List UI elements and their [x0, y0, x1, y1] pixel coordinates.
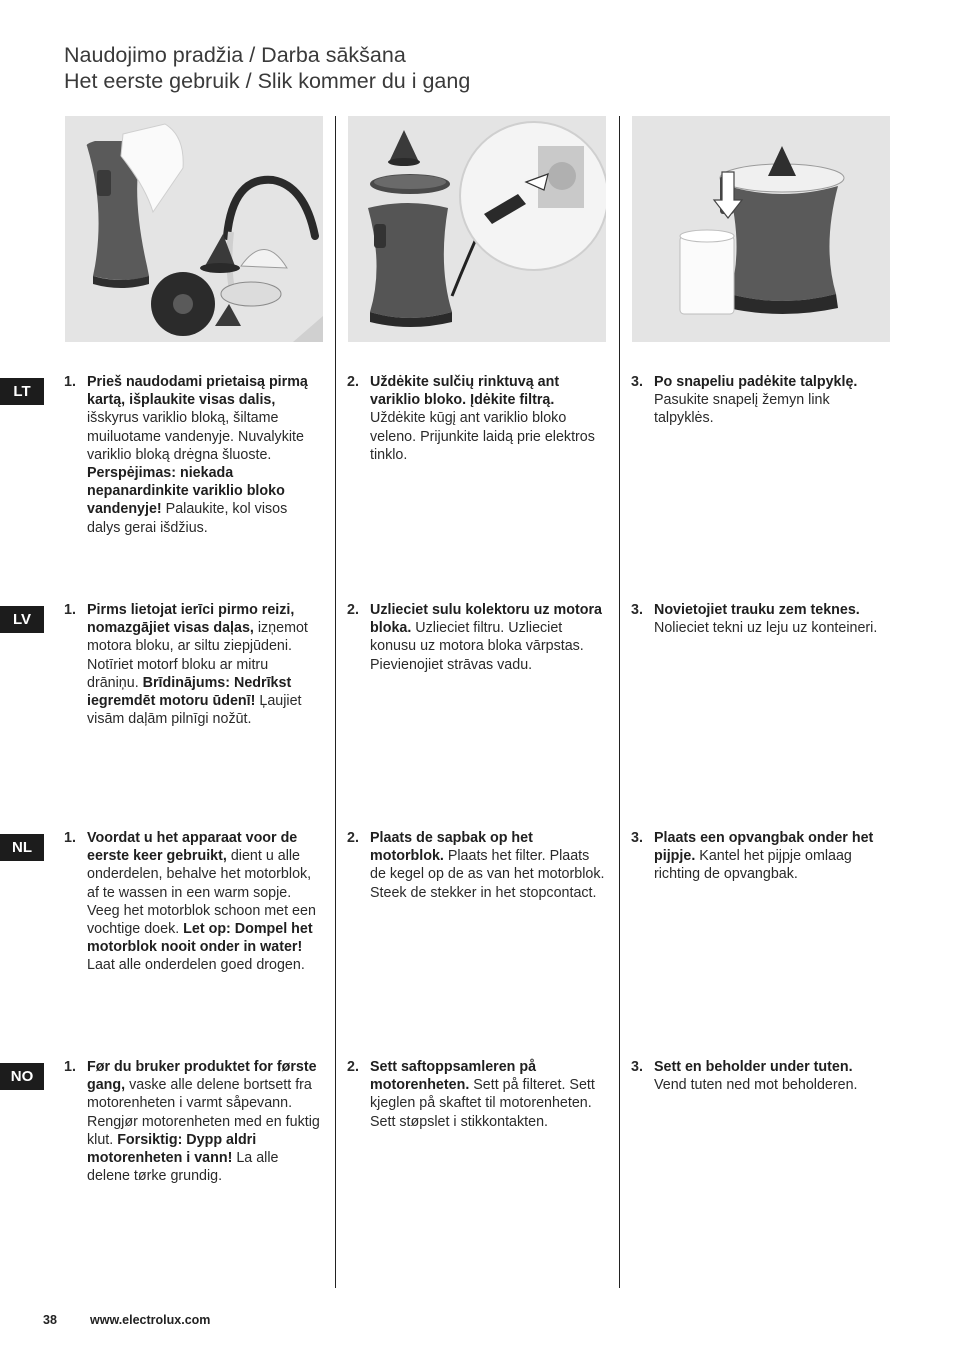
step-lt-2 — [347, 373, 605, 464]
step-text-regular: vaske alle delene bortsett fra motorenheten i varmt såpevann. Rengjør motorenheten med en fuktig klut. — [87, 1077, 320, 1148]
column-divider-2 — [619, 116, 620, 1288]
step-nl-3 — [631, 829, 889, 884]
step-text-regular: Vend tuten ned mot beholderen. — [654, 1077, 858, 1094]
step-text-bold: Perspėjimas: niekada nepanardinkite variklio bloko vandenyje! — [87, 465, 285, 518]
step-text-bold: Uždėkite sulčių rinktuvą ant variklio bloko. Įdėkite filtrą. — [370, 374, 560, 409]
step-number: 1. — [64, 602, 76, 618]
step-number: 1. — [64, 1059, 76, 1075]
step-text-bold: Po snapeliu padėkite talpyklę. — [654, 374, 858, 390]
step-number: 2. — [347, 830, 359, 846]
step-text-bold: Sett saftoppsamleren på motorenheten. — [370, 1059, 537, 1094]
step-text-regular: Sett på filteret. Sett kjeglen på skaftet til motorenheten. Sett støpslet i stikkontakten. — [370, 1077, 595, 1130]
step-text-regular: Pasukite snapelį žemyn link talpyklės. — [654, 392, 830, 427]
header-line-1: Naudojimo pradžia / Darba sākšana — [64, 43, 406, 67]
footer-website: www.electrolux.com — [90, 1313, 211, 1327]
step-text — [87, 829, 322, 975]
step-number: 2. — [347, 1059, 359, 1075]
step-text-regular: Plaats het filter. Plaats de kegel op de as van het motorblok. Steek de stekker in het stopcontact. — [370, 848, 605, 901]
step-text-regular: Ļaujiet visām daļām pilnīgi nožūt. — [87, 693, 302, 728]
step-text — [87, 373, 322, 537]
step-text-regular: dient u alle onderdelen, behalve het motorblok, af te wassen in een warm sopje. Veeg het motorblok schoon met een vochtige doek. — [87, 848, 316, 938]
step-text — [87, 601, 322, 728]
step-text-regular: La alle delene tørke grundig. — [87, 1150, 279, 1185]
step-number: 1. — [64, 374, 76, 390]
step-text-regular: Uzlieciet filtru. Uzlieciet konusu uz motora bloka vārpstas. Pievienojiet strāvas vadu. — [370, 620, 584, 673]
step-no-3 — [631, 1058, 889, 1094]
step-number: 2. — [347, 602, 359, 618]
step-lv-3 — [631, 601, 889, 637]
step-text — [87, 1058, 322, 1185]
step-text-regular: Laat alle onderdelen goed drogen. — [87, 957, 305, 974]
step-number: 3. — [631, 374, 643, 390]
lang-badge-nl: NL — [0, 834, 44, 861]
step-number: 2. — [347, 374, 359, 390]
step-text-bold: Brīdinājums: Nedrīkst iegremdēt motoru ūdenī! — [87, 674, 292, 710]
step-text — [654, 829, 889, 884]
step-text-bold: Voordat u het apparaat voor de eerste keer gebruikt, — [87, 830, 298, 865]
step-number: 3. — [631, 602, 643, 618]
step-text — [370, 1058, 605, 1131]
step-text-bold: Prieš naudodami prietaisą pirmą kartą, išplaukite visas dalis, — [87, 374, 308, 409]
step-text-bold: Let op: Dompel het motorblok nooit onder in water! — [87, 921, 313, 956]
step-text-bold: Plaats een opvangbak onder het pijpje. — [654, 830, 874, 865]
illustration-assembly-plug — [348, 116, 606, 342]
step-text-bold: Plaats de sapbak op het motorblok. — [370, 830, 533, 865]
step-text — [370, 373, 605, 464]
step-lv-1 — [64, 601, 322, 728]
illustration-container-under-spout — [632, 116, 890, 342]
step-no-2 — [347, 1058, 605, 1131]
step-text-bold: Forsiktig: Dypp aldri motorenheten i vann! — [87, 1131, 257, 1167]
header-line-2: Het eerste gebruik / Slik kommer du i gang — [64, 69, 471, 93]
step-text — [370, 829, 605, 902]
step-nl-1 — [64, 829, 322, 975]
step-no-1 — [64, 1058, 322, 1185]
step-text-bold: Uzlieciet sulu kolektoru uz motora bloka. — [370, 602, 602, 637]
step-text — [654, 601, 889, 637]
page-number: 38 — [43, 1313, 57, 1327]
step-text-regular: Uždėkite kūgį ant variklio bloko veleno. Prijunkite laidą prie elektros tinklo. — [370, 410, 595, 463]
step-text-bold: Før du bruker produktet for første gang, — [87, 1059, 317, 1094]
step-text-regular: Palaukite, kol visos dalys gerai išdžius. — [87, 501, 288, 536]
step-text — [370, 601, 605, 674]
step-text — [654, 1058, 889, 1094]
step-text-regular: izņemot motora bloku, ar siltu ziepjūdeni. Notīriet motorf bloku ar mitru drāniņu. — [87, 620, 308, 691]
step-text-bold: Novietojiet trauku zem teknes. — [654, 602, 860, 618]
step-text-regular: Nolieciet tekni uz leju uz konteineri. — [654, 620, 878, 637]
illustration-washing-parts — [65, 116, 323, 342]
step-text-regular: Kantel het pijpje omlaag richting de opvangbak. — [654, 848, 852, 883]
step-lt-3 — [631, 373, 889, 428]
lang-badge-lt: LT — [0, 378, 44, 405]
page-header — [64, 42, 470, 94]
step-text-bold: Sett en beholder under tuten. — [654, 1059, 853, 1075]
step-lv-2 — [347, 601, 605, 674]
step-text-regular: išskyrus variklio bloką, šiltame muiluotame vandenyje. Nuvalykite variklio bloką drėgna šluoste. — [87, 410, 304, 463]
lang-badge-lv: LV — [0, 606, 44, 633]
step-nl-2 — [347, 829, 605, 902]
lang-badge-no: NO — [0, 1063, 44, 1090]
step-number: 1. — [64, 830, 76, 846]
step-number: 3. — [631, 1059, 643, 1075]
step-number: 3. — [631, 830, 643, 846]
column-divider-1 — [335, 116, 336, 1288]
step-text-bold: Pirms lietojat ierīci pirmo reizi, nomazgājiet visas daļas, — [87, 602, 295, 637]
step-lt-1 — [64, 373, 322, 537]
step-text — [654, 373, 889, 428]
